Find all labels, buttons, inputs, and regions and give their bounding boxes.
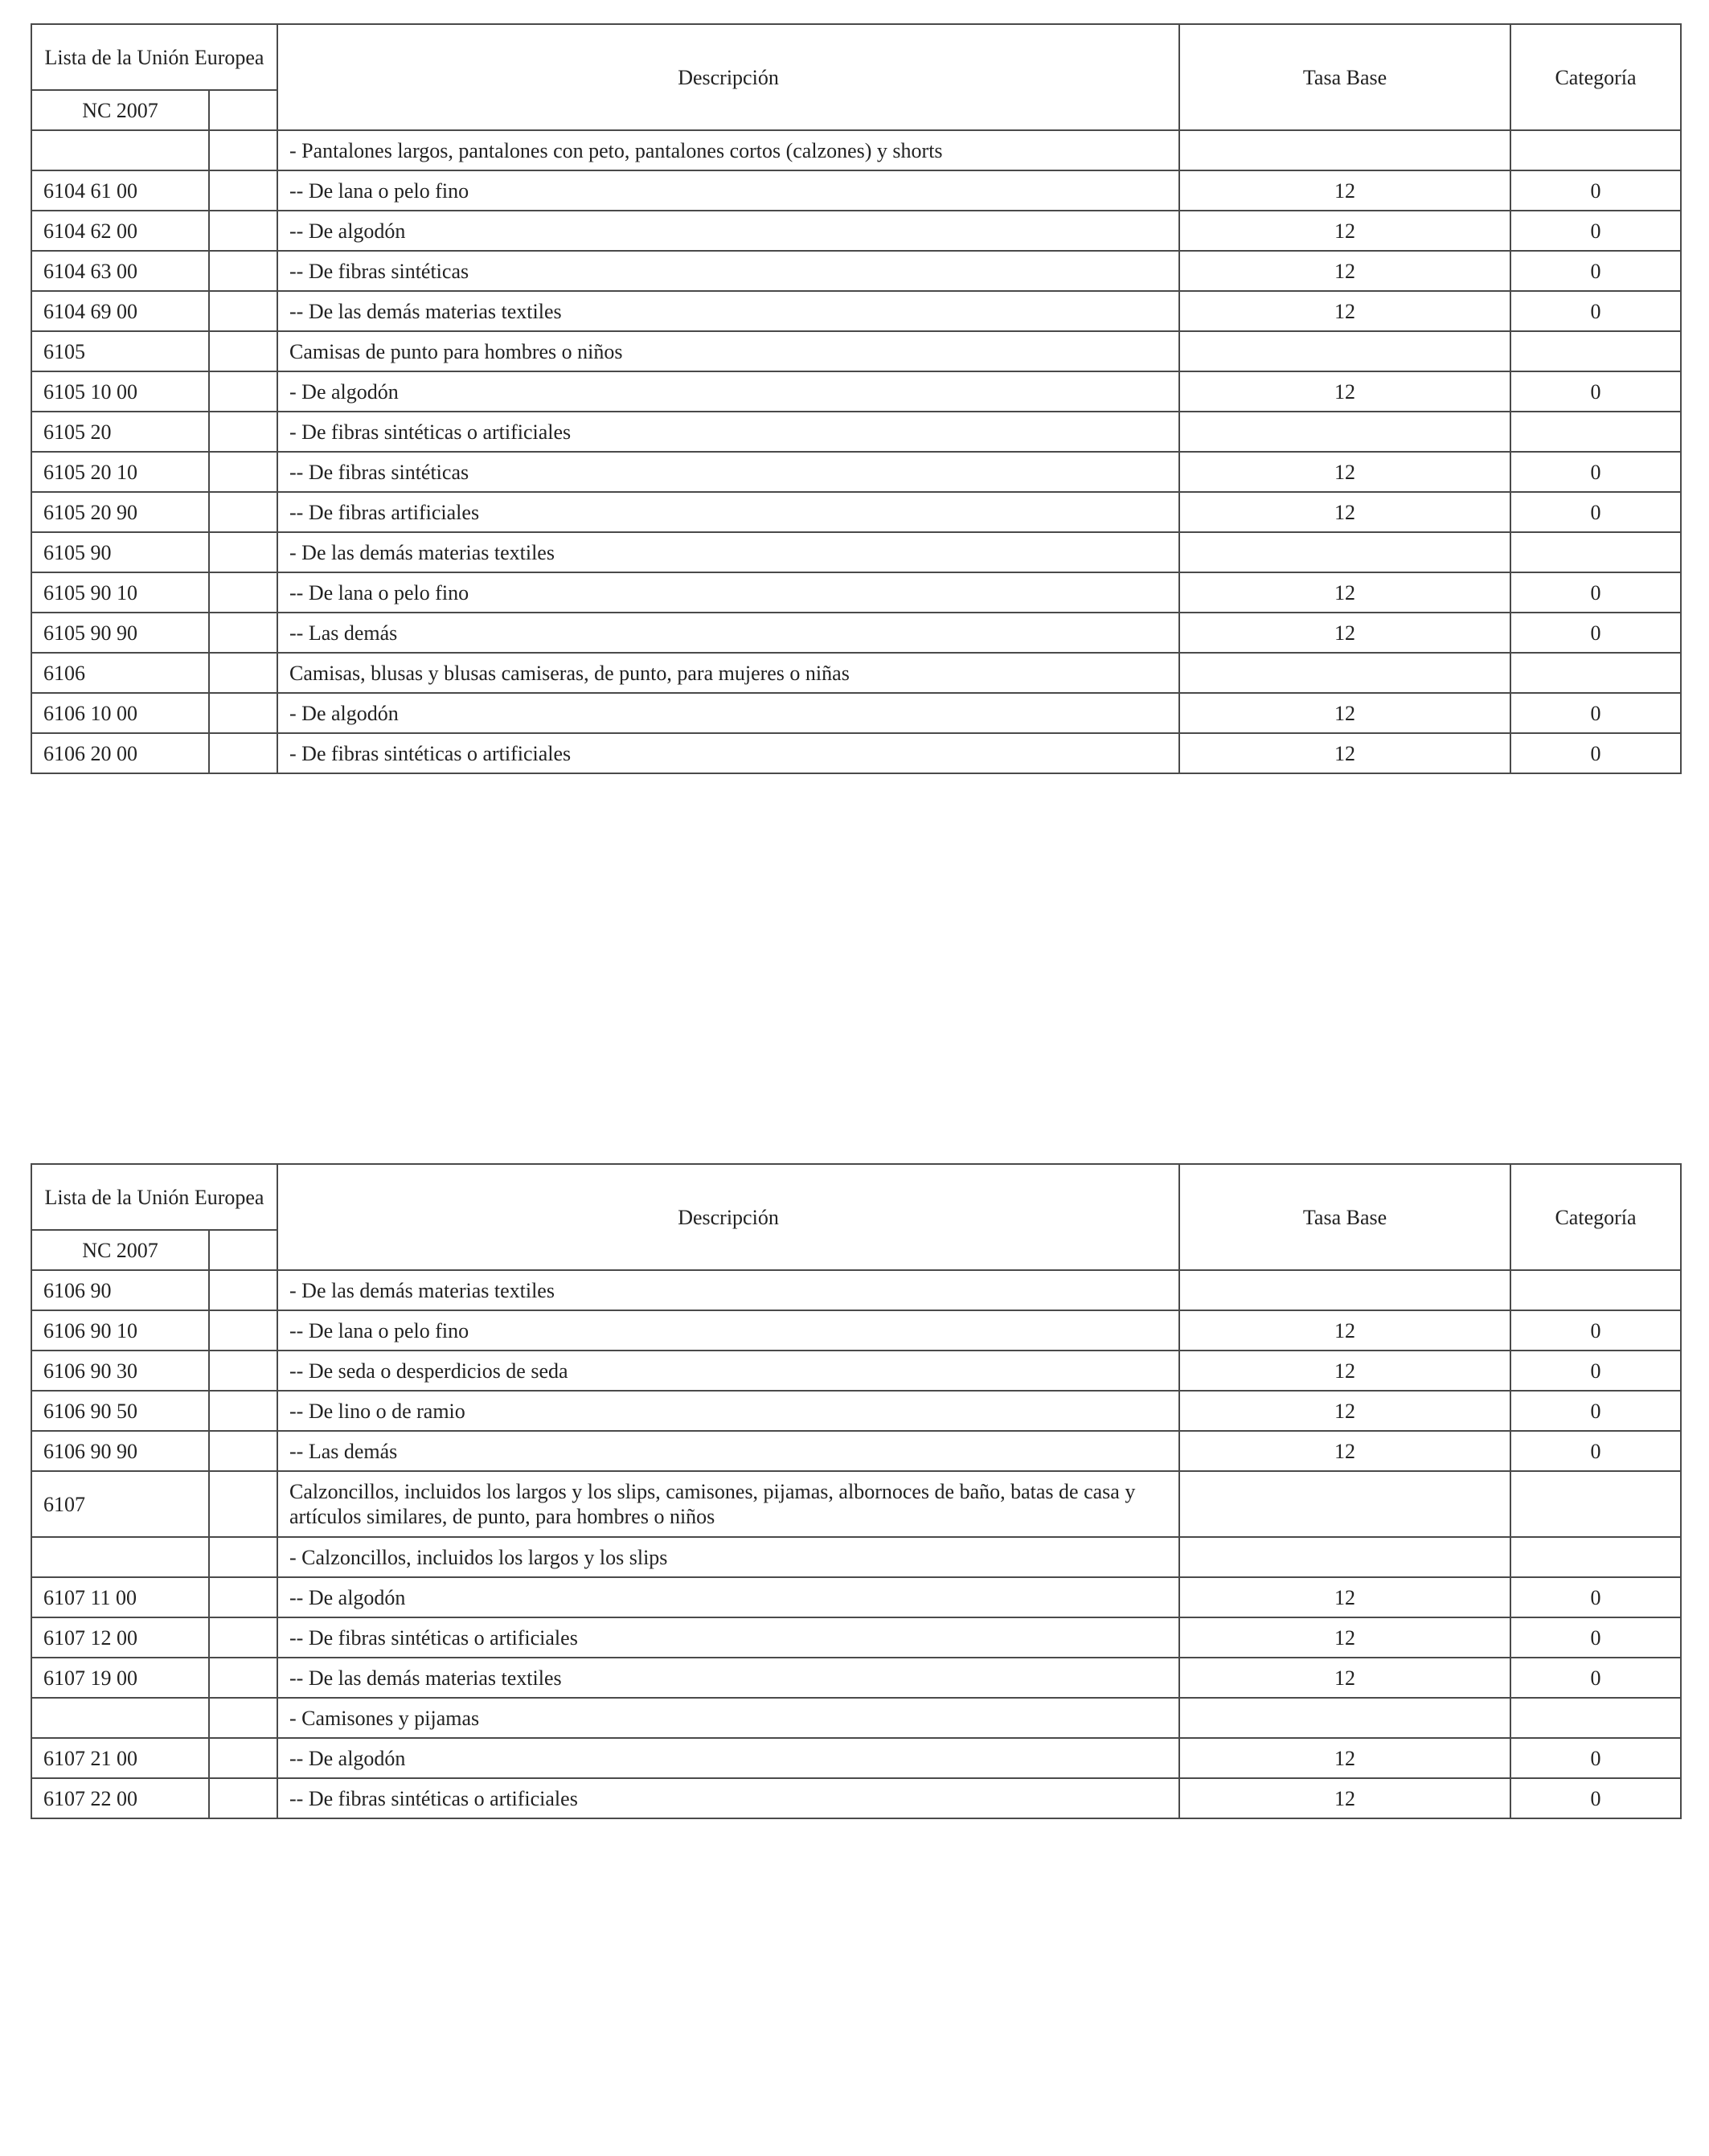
empty-cell (209, 1658, 277, 1698)
code-cell: 6104 69 00 (31, 291, 209, 331)
category-cell (1510, 1270, 1681, 1310)
category-cell: 0 (1510, 613, 1681, 653)
description-cell: -- De algodón (277, 211, 1179, 251)
code-cell: 6105 20 10 (31, 452, 209, 492)
table-row (31, 331, 1681, 371)
code-cell (31, 1537, 209, 1577)
description-cell: -- Las demás (277, 613, 1179, 653)
description-cell: -- De algodón (277, 1577, 1179, 1617)
base-rate-cell: 12 (1179, 1391, 1510, 1431)
category-cell: 0 (1510, 452, 1681, 492)
category-cell (1510, 1471, 1681, 1537)
header-empty-cell (209, 90, 277, 130)
header-base-rate: Tasa Base (1179, 24, 1510, 130)
table-row (31, 1391, 1681, 1431)
code-cell: 6105 90 10 (31, 572, 209, 613)
base-rate-cell: 12 (1179, 251, 1510, 291)
code-cell: 6106 90 50 (31, 1391, 209, 1431)
empty-cell (209, 211, 277, 251)
description-cell: -- De lana o pelo fino (277, 170, 1179, 211)
description-cell: -- De lino o de ramio (277, 1391, 1179, 1431)
base-rate-cell: 12 (1179, 733, 1510, 773)
table-row (31, 1351, 1681, 1391)
base-rate-cell: 12 (1179, 572, 1510, 613)
code-cell: 6105 (31, 331, 209, 371)
description-cell: -- De las demás materias textiles (277, 1658, 1179, 1698)
category-cell (1510, 653, 1681, 693)
empty-cell (209, 693, 277, 733)
table-row (31, 1310, 1681, 1351)
code-cell: 6106 10 00 (31, 693, 209, 733)
table-row (31, 1431, 1681, 1471)
base-rate-cell: 12 (1179, 170, 1510, 211)
empty-cell (209, 1698, 277, 1738)
empty-cell (209, 251, 277, 291)
description-cell: - De algodón (277, 371, 1179, 412)
tariff-table-2 (31, 1163, 1682, 1819)
table-row (31, 532, 1681, 572)
code-cell: 6107 (31, 1471, 209, 1537)
description-cell: -- De fibras artificiales (277, 492, 1179, 532)
category-cell: 0 (1510, 211, 1681, 251)
base-rate-cell (1179, 1471, 1510, 1537)
table-row (31, 371, 1681, 412)
code-cell: 6107 11 00 (31, 1577, 209, 1617)
table-row (31, 653, 1681, 693)
header-category: Categoría (1510, 1164, 1681, 1270)
empty-cell (209, 1351, 277, 1391)
category-cell: 0 (1510, 693, 1681, 733)
table-1-rows (31, 130, 1681, 773)
description-cell: -- De las demás materias textiles (277, 291, 1179, 331)
code-cell: 6105 90 (31, 532, 209, 572)
header-nc-2007: NC 2007 (31, 90, 209, 130)
code-cell (31, 1698, 209, 1738)
category-cell: 0 (1510, 371, 1681, 412)
table-row (31, 492, 1681, 532)
base-rate-cell: 12 (1179, 371, 1510, 412)
description-cell: Camisas de punto para hombres o niños (277, 331, 1179, 371)
description-cell: -- De lana o pelo fino (277, 572, 1179, 613)
description-cell: - De algodón (277, 693, 1179, 733)
category-cell: 0 (1510, 572, 1681, 613)
category-cell: 0 (1510, 1310, 1681, 1351)
empty-cell (209, 653, 277, 693)
description-cell: -- De seda o desperdicios de seda (277, 1351, 1179, 1391)
category-cell: 0 (1510, 1431, 1681, 1471)
empty-cell (209, 1270, 277, 1310)
base-rate-cell: 12 (1179, 1778, 1510, 1818)
base-rate-cell (1179, 532, 1510, 572)
table-row (31, 1617, 1681, 1658)
empty-cell (209, 733, 277, 773)
description-cell: -- De fibras sintéticas (277, 452, 1179, 492)
empty-cell (209, 492, 277, 532)
code-cell: 6105 20 (31, 412, 209, 452)
table-row (31, 733, 1681, 773)
category-cell (1510, 412, 1681, 452)
code-cell: 6105 20 90 (31, 492, 209, 532)
header-category: Categoría (1510, 24, 1681, 130)
base-rate-cell (1179, 412, 1510, 452)
base-rate-cell: 12 (1179, 693, 1510, 733)
base-rate-cell (1179, 1698, 1510, 1738)
code-cell: 6106 20 00 (31, 733, 209, 773)
code-cell (31, 130, 209, 170)
table-row (31, 1658, 1681, 1698)
category-cell: 0 (1510, 251, 1681, 291)
category-cell: 0 (1510, 170, 1681, 211)
table-row (31, 130, 1681, 170)
description-cell: - De fibras sintéticas o artificiales (277, 412, 1179, 452)
category-cell: 0 (1510, 1577, 1681, 1617)
empty-cell (209, 532, 277, 572)
empty-cell (209, 412, 277, 452)
table-row (31, 1537, 1681, 1577)
empty-cell (209, 1391, 277, 1431)
base-rate-cell: 12 (1179, 452, 1510, 492)
table-row (31, 251, 1681, 291)
code-cell: 6106 90 30 (31, 1351, 209, 1391)
code-cell: 6106 90 10 (31, 1310, 209, 1351)
code-cell: 6107 12 00 (31, 1617, 209, 1658)
empty-cell (209, 613, 277, 653)
header-description: Descripción (277, 1164, 1179, 1270)
header-nc-2007: NC 2007 (31, 1230, 209, 1270)
base-rate-cell (1179, 130, 1510, 170)
code-cell: 6106 90 (31, 1270, 209, 1310)
base-rate-cell (1179, 331, 1510, 371)
code-cell: 6107 19 00 (31, 1658, 209, 1698)
table-row (31, 452, 1681, 492)
code-cell: 6104 61 00 (31, 170, 209, 211)
table-row (31, 211, 1681, 251)
description-cell: - Calzoncillos, incluidos los largos y los slips (277, 1537, 1179, 1577)
base-rate-cell: 12 (1179, 291, 1510, 331)
empty-cell (209, 1471, 277, 1537)
base-rate-cell: 12 (1179, 1310, 1510, 1351)
base-rate-cell (1179, 653, 1510, 693)
code-cell: 6107 22 00 (31, 1778, 209, 1818)
base-rate-cell: 12 (1179, 1617, 1510, 1658)
description-cell: -- De algodón (277, 1738, 1179, 1778)
category-cell (1510, 1698, 1681, 1738)
empty-cell (209, 452, 277, 492)
empty-cell (209, 1617, 277, 1658)
base-rate-cell: 12 (1179, 211, 1510, 251)
description-cell: Camisas, blusas y blusas camiseras, de punto, para mujeres o niñas (277, 653, 1179, 693)
empty-cell (209, 1577, 277, 1617)
category-cell: 0 (1510, 291, 1681, 331)
table-row (31, 1738, 1681, 1778)
table-row (31, 1698, 1681, 1738)
header-list-label: Lista de la Unión Europea (31, 24, 277, 90)
code-cell: 6105 90 90 (31, 613, 209, 653)
base-rate-cell: 12 (1179, 1577, 1510, 1617)
description-cell: -- De fibras sintéticas (277, 251, 1179, 291)
table-row (31, 1270, 1681, 1310)
code-cell: 6106 90 90 (31, 1431, 209, 1471)
base-rate-cell (1179, 1537, 1510, 1577)
category-cell: 0 (1510, 733, 1681, 773)
category-cell (1510, 331, 1681, 371)
description-cell: - Camisones y pijamas (277, 1698, 1179, 1738)
base-rate-cell: 12 (1179, 1351, 1510, 1391)
code-cell: 6104 62 00 (31, 211, 209, 251)
empty-cell (209, 1431, 277, 1471)
description-cell: -- De lana o pelo fino (277, 1310, 1179, 1351)
empty-cell (209, 1738, 277, 1778)
header-description: Descripción (277, 24, 1179, 130)
code-cell: 6106 (31, 653, 209, 693)
category-cell: 0 (1510, 1778, 1681, 1818)
empty-cell (209, 371, 277, 412)
table-row (31, 1577, 1681, 1617)
empty-cell (209, 170, 277, 211)
table-row (31, 572, 1681, 613)
base-rate-cell: 12 (1179, 492, 1510, 532)
code-cell: 6107 21 00 (31, 1738, 209, 1778)
table-row (31, 412, 1681, 452)
header-empty-cell (209, 1230, 277, 1270)
table-2-rows (31, 1270, 1681, 1818)
table-row (31, 693, 1681, 733)
tariff-table-1 (31, 23, 1682, 774)
base-rate-cell: 12 (1179, 1738, 1510, 1778)
category-cell (1510, 130, 1681, 170)
category-cell (1510, 532, 1681, 572)
category-cell: 0 (1510, 1658, 1681, 1698)
empty-cell (209, 1310, 277, 1351)
table-row (31, 1778, 1681, 1818)
category-cell: 0 (1510, 1738, 1681, 1778)
description-cell: - De las demás materias textiles (277, 1270, 1179, 1310)
description-cell: - Pantalones largos, pantalones con peto, pantalones cortos (calzones) y shorts (277, 130, 1179, 170)
empty-cell (209, 291, 277, 331)
table-row (31, 170, 1681, 211)
code-cell: 6105 10 00 (31, 371, 209, 412)
category-cell: 0 (1510, 1351, 1681, 1391)
empty-cell (209, 130, 277, 170)
base-rate-cell: 12 (1179, 1658, 1510, 1698)
description-cell: Calzoncillos, incluidos los largos y los slips, camisones, pijamas, albornoces de baño, batas de casa y artículos similares, de punto, para hombres o niños (277, 1471, 1179, 1537)
base-rate-cell: 12 (1179, 613, 1510, 653)
category-cell: 0 (1510, 1391, 1681, 1431)
table-row (31, 613, 1681, 653)
table-row (31, 1471, 1681, 1537)
empty-cell (209, 331, 277, 371)
header-list-label: Lista de la Unión Europea (31, 1164, 277, 1230)
base-rate-cell (1179, 1270, 1510, 1310)
table-row (31, 291, 1681, 331)
empty-cell (209, 1537, 277, 1577)
empty-cell (209, 1778, 277, 1818)
description-cell: - De las demás materias textiles (277, 532, 1179, 572)
empty-cell (209, 572, 277, 613)
description-cell: -- De fibras sintéticas o artificiales (277, 1778, 1179, 1818)
category-cell: 0 (1510, 492, 1681, 532)
description-cell: -- Las demás (277, 1431, 1179, 1471)
description-cell: -- De fibras sintéticas o artificiales (277, 1617, 1179, 1658)
header-base-rate: Tasa Base (1179, 1164, 1510, 1270)
code-cell: 6104 63 00 (31, 251, 209, 291)
base-rate-cell: 12 (1179, 1431, 1510, 1471)
description-cell: - De fibras sintéticas o artificiales (277, 733, 1179, 773)
category-cell: 0 (1510, 1617, 1681, 1658)
category-cell (1510, 1537, 1681, 1577)
